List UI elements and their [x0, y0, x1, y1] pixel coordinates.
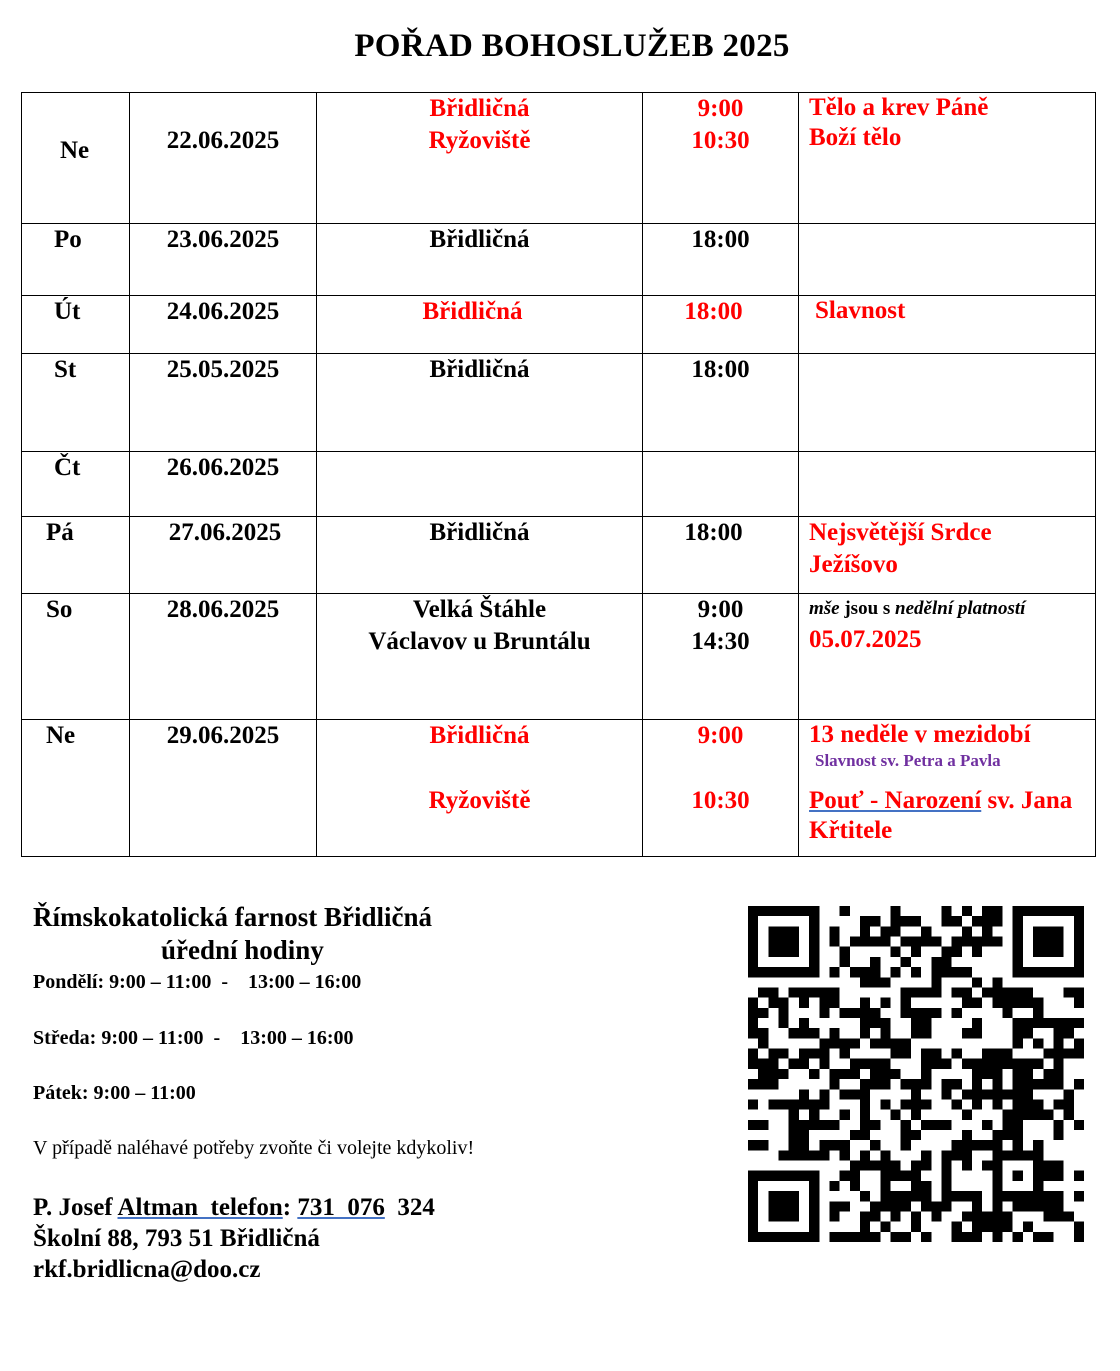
note-1: Slavnost	[815, 297, 906, 324]
place-1: Břidličná	[422, 298, 523, 325]
day-cell: So	[46, 596, 73, 623]
page-title: POŘAD BOHOSLUŽEB 2025	[354, 28, 790, 64]
place-1: Velká Štáhle	[412, 596, 547, 623]
place-1: Břidličná	[429, 226, 530, 253]
day-cell: St	[54, 356, 77, 383]
note-1: Tělo a krev Páně	[809, 94, 989, 121]
day-cell: Pá	[46, 519, 74, 546]
time-1: 9:00	[697, 596, 744, 623]
contact-line: P. Josef Altman telefon: 731 076 324	[33, 1194, 435, 1221]
time-1: 18:00	[691, 356, 750, 383]
table-row	[22, 452, 1096, 517]
time-2: 14:30	[691, 628, 750, 655]
day-cell: Út	[54, 298, 81, 325]
parish-name: Římskokatolická farnost Břidličná	[33, 902, 433, 932]
date-cell: 26.06.2025	[166, 454, 280, 481]
hours-monday: Pondělí: 9:00 – 11:00 - 13:00 – 16:00	[33, 971, 362, 993]
day-cell: Ne	[46, 722, 76, 749]
email[interactable]: rkf.bridlicna@doo.cz	[33, 1256, 261, 1283]
note-validity: mše jsou s nedělní platností	[809, 598, 1026, 619]
date-cell: 28.06.2025	[166, 596, 280, 623]
office-hours-heading: úřední hodiny	[161, 935, 324, 965]
hours-friday: Pátek: 9:00 – 11:00	[33, 1082, 196, 1104]
place-1: Břidličná	[429, 519, 530, 546]
time-2: 10:30	[691, 787, 750, 814]
time-2: 10:30	[691, 127, 750, 154]
place-1: Břidličná	[429, 722, 530, 749]
time-1: 18:00	[691, 226, 750, 253]
place-2: Ryžoviště	[428, 127, 531, 154]
note-date: 05.07.2025	[809, 626, 922, 653]
date-cell: 23.06.2025	[166, 226, 280, 253]
note-pilgrimage: Pouť - Narození sv. Jana	[809, 787, 1073, 814]
time-1: 9:00	[697, 722, 744, 749]
parish-info	[33, 900, 474, 1285]
date-cell: 27.06.2025	[168, 519, 282, 546]
day-cell: Čt	[54, 454, 81, 481]
note-pilgrimage-cont: Křtitele	[809, 817, 893, 844]
table-row	[22, 720, 1096, 857]
place-2: Václavov u Bruntálu	[368, 628, 591, 655]
table-row	[22, 517, 1096, 594]
address: Školní 88, 793 51 Břidličná	[33, 1225, 320, 1252]
time-1: 18:00	[684, 519, 743, 546]
note-sunday: 13 neděle v mezidobí	[809, 721, 1031, 748]
day-cell: Ne	[60, 137, 90, 164]
place-1: Břidličná	[429, 356, 530, 383]
table-row	[22, 594, 1096, 720]
day-cell: Po	[54, 226, 82, 253]
schedule-table	[21, 92, 1096, 857]
place-2: Ryžoviště	[428, 787, 531, 814]
table-row	[22, 224, 1096, 296]
note-feast: Slavnost sv. Petra a Pavla	[815, 751, 1001, 770]
qr-code-icon	[748, 906, 1084, 1242]
date-cell: 29.06.2025	[166, 722, 280, 749]
hours-wednesday: Středa: 9:00 – 11:00 - 13:00 – 16:00	[33, 1027, 354, 1049]
date-cell: 24.06.2025	[166, 298, 280, 325]
note-2: Ježíšovo	[809, 551, 898, 578]
date-cell: 22.06.2025	[166, 127, 280, 154]
place-1: Břidličná	[429, 95, 530, 122]
table-row	[22, 93, 1096, 224]
date-cell: 25.05.2025	[166, 356, 280, 383]
emergency-note: V případě naléhavé potřeby zvoňte či volejte kdykoliv!	[33, 1137, 475, 1159]
time-1: 9:00	[697, 95, 744, 122]
table-row	[22, 296, 1096, 354]
note-1: Nejsvětější Srdce	[809, 519, 992, 546]
note-2: Boží tělo	[809, 124, 902, 151]
table-row	[22, 354, 1096, 452]
time-1: 18:00	[684, 298, 743, 325]
